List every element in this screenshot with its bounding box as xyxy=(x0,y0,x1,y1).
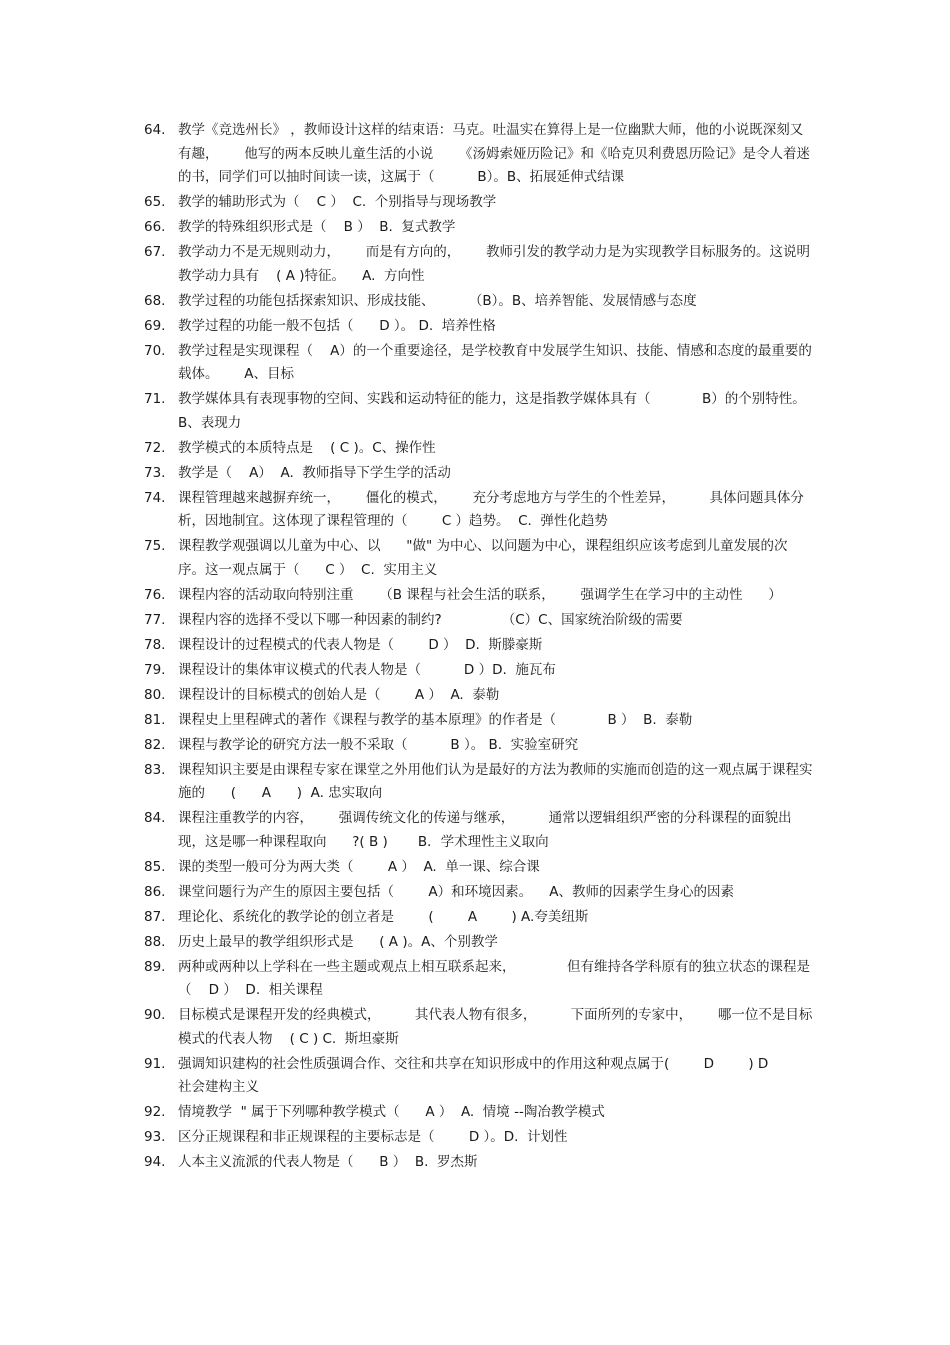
question-text: 课程设计的集体审议模式的代表人物是（ D ）D. 施瓦布 xyxy=(178,661,556,678)
question-number: 68. xyxy=(144,292,166,309)
question-item xyxy=(144,759,814,806)
question-item xyxy=(144,1004,814,1051)
question-number: 81. xyxy=(144,711,166,728)
question-item xyxy=(144,315,814,339)
question-item xyxy=(144,634,814,658)
question-text: 课程史上里程碑式的著作《课程与教学的基本原理》的作者是（ B ） B. 泰勒 xyxy=(178,711,693,728)
question-text: 教学是（ A） A. 教师指导下学生学的活动 xyxy=(178,464,451,481)
question-text: 课程注重教学的内容， 强调传统文化的传递与继承， 通常以逻辑组织严密的分科课程的面貌出现，这是哪一种课程取向 ?( B ) B．学术理性主义取向 xyxy=(178,810,792,850)
question-text: 课程内容的活动取向特别注重 （B 课程与社会生活的联系， 强调学生在学习中的主动性 ） xyxy=(178,586,782,603)
question-text: 理论化、系统化的教学论的创立者是 ( A ) A.夸美纽斯 xyxy=(178,908,589,925)
question-number: 72. xyxy=(144,439,166,456)
question-number: 76. xyxy=(144,586,166,603)
question-text: 课程内容的选择不受以下哪一种因素的制约? （C）C、国家统治阶级的需要 xyxy=(178,611,683,628)
question-number: 64. xyxy=(144,122,166,138)
question-item xyxy=(144,462,814,486)
question-number: 75. xyxy=(144,538,166,554)
question-number: 90. xyxy=(144,1007,166,1023)
question-text: 教学的特殊组织形式是（ B ） B. 复式教学 xyxy=(178,219,456,235)
question-item xyxy=(144,609,814,633)
question-number: 71. xyxy=(144,391,166,407)
question-number: 78. xyxy=(144,636,166,653)
question-item xyxy=(144,1053,814,1100)
question-text: 教学《竞选州长》 ，教师设计这样的结束语：马克。吐温实在算得上是一位幽默大师，他的小说既深刻又有趣， 他写的两本反映儿童生活的小说 《汤姆索娅历险记》和《哈克贝利费恩历险记》是令人着迷的书，同学们可以抽时间读一读，这属于（ B）。B、拓展延伸式结课 xyxy=(178,122,810,185)
question-number: 88. xyxy=(144,933,166,950)
question-item xyxy=(144,931,814,955)
question-text: 教学过程是实现课程（ A）的一个重要途径，是学校教育中发展学生知识、技能、情感和态度的最重要的载体。 A、目标 xyxy=(178,342,812,382)
question-text: 课程设计的目标模式的创始人是（ A ） A. 泰勒 xyxy=(178,686,500,703)
question-item xyxy=(144,1101,814,1125)
question-number: 67. xyxy=(144,244,166,260)
question-text: 教学模式的本质特点是 ( C )。C、操作性 xyxy=(178,439,436,456)
question-text: 课程管理越来越摒弃统一， 僵化的模式， 充分考虑地方与学生的个性差异， 具体问题具体分析，因地制宜。这体现了课程管理的（ C ）趋势。 C. 弹性化趋势 xyxy=(178,489,804,529)
question-text: 课的类型一般可分为两大类（ A ） A. 单一课、综合课 xyxy=(178,858,540,875)
question-item xyxy=(144,437,814,461)
question-text: 人本主义流派的代表人物是（ B ） B. 罗杰斯 xyxy=(178,1154,478,1170)
question-text: 课程设计的过程模式的代表人物是（ D ） D. 斯滕豪斯 xyxy=(178,636,543,653)
question-text: 教学过程的功能一般不包括（ D ）。 D. 培养性格 xyxy=(178,317,496,334)
question-item xyxy=(144,290,814,314)
question-item xyxy=(144,584,814,608)
question-text: 情境教学 " 属于下列哪种教学模式（ A ） A. 情境 --陶冶教学模式 xyxy=(178,1104,605,1120)
question-number: 79. xyxy=(144,661,166,678)
question-item xyxy=(144,734,814,758)
question-number: 94. xyxy=(144,1154,166,1170)
question-item xyxy=(144,906,814,930)
question-list xyxy=(144,119,814,1176)
question-item xyxy=(144,119,814,190)
question-text: 教学动力不是无规则动力， 而是有方向的， 教师引发的教学动力是为实现教学目标服务的。这说明教学动力具有 ( A )特征。 A. 方向性 xyxy=(178,244,810,284)
question-item xyxy=(144,216,814,240)
question-number: 82. xyxy=(144,736,166,753)
question-number: 85. xyxy=(144,858,166,875)
question-item xyxy=(144,1126,814,1150)
question-text: 教学过程的功能包括探索知识、形成技能、 （B）。B、培养智能、发展情感与态度 xyxy=(178,292,697,309)
question-item xyxy=(144,191,814,215)
question-item xyxy=(144,881,814,905)
question-text: 课堂问题行为产生的原因主要包括（ A）和环境因素。 A、教师的因素学生身心的因素 xyxy=(178,883,734,900)
question-item xyxy=(144,388,814,435)
question-number: 93. xyxy=(144,1129,166,1145)
question-item xyxy=(144,684,814,708)
question-number: 83. xyxy=(144,761,166,778)
question-number: 87. xyxy=(144,908,166,925)
question-number: 92. xyxy=(144,1104,166,1120)
question-text: 历史上最早的教学组织形式是 ( A )。A、个别教学 xyxy=(178,933,498,950)
question-number: 84. xyxy=(144,810,166,826)
question-number: 86. xyxy=(144,883,166,900)
question-number: 89. xyxy=(144,958,166,975)
question-text: 课程知识主要是由课程专家在课堂之外用他们认为是最好的方法为教师的实施而创造的这一观点属于课程实施的 ( A ) A. 忠实取向 xyxy=(178,761,813,801)
question-number: 77. xyxy=(144,611,166,628)
question-text: 教学媒体具有表现事物的空间、实践和运动特征的能力，这是指教学媒体具有（ B）的个别特性。 B、表现力 xyxy=(178,391,815,431)
question-number: 74. xyxy=(144,489,166,506)
question-number: 80. xyxy=(144,686,166,703)
question-item xyxy=(144,709,814,733)
question-number: 73. xyxy=(144,464,166,481)
question-text: 目标模式是课程开发的经典模式， 其代表人物有很多， 下面所列的专家中， 哪一位不是目标模式的代表人物 ( C ) C. 斯坦豪斯 xyxy=(178,1007,813,1047)
question-item xyxy=(144,956,814,1003)
question-number: 69. xyxy=(144,317,166,334)
question-text: 区分正规课程和非正规课程的主要标志是（ D ）。D. 计划性 xyxy=(178,1129,568,1145)
question-number: 65. xyxy=(144,194,166,210)
question-item xyxy=(144,487,814,534)
question-item xyxy=(144,535,814,582)
question-text: 两种或两种以上学科在一些主题或观点上相互联系起来， 但有维持各学科原有的独立状态的课程是（ D ） D. 相关课程 xyxy=(178,958,810,998)
question-text: 课程与教学论的研究方法一般不采取（ B ）。 B. 实验室研究 xyxy=(178,736,579,753)
question-text: 课程教学观强调以儿童为中心、以 "做" 为中心、以问题为中心，课程组织应该考虑到儿童发展的次序。这一观点属于（ C ） C. 实用主义 xyxy=(178,538,788,578)
question-item xyxy=(144,241,814,288)
question-number: 66. xyxy=(144,219,166,235)
question-item xyxy=(144,1151,814,1175)
question-number: 70. xyxy=(144,342,166,359)
question-item xyxy=(144,340,814,387)
question-text: 教学的辅助形式为（ C ） C. 个别指导与现场教学 xyxy=(178,194,497,210)
question-item xyxy=(144,856,814,880)
question-text: 强调知识建构的社会性质强调合作、交往和共享在知识形成中的作用这种观点属于( D ) D 社会建构主义 xyxy=(178,1055,803,1095)
question-item xyxy=(144,659,814,683)
question-item xyxy=(144,807,814,854)
question-number: 91. xyxy=(144,1055,166,1072)
